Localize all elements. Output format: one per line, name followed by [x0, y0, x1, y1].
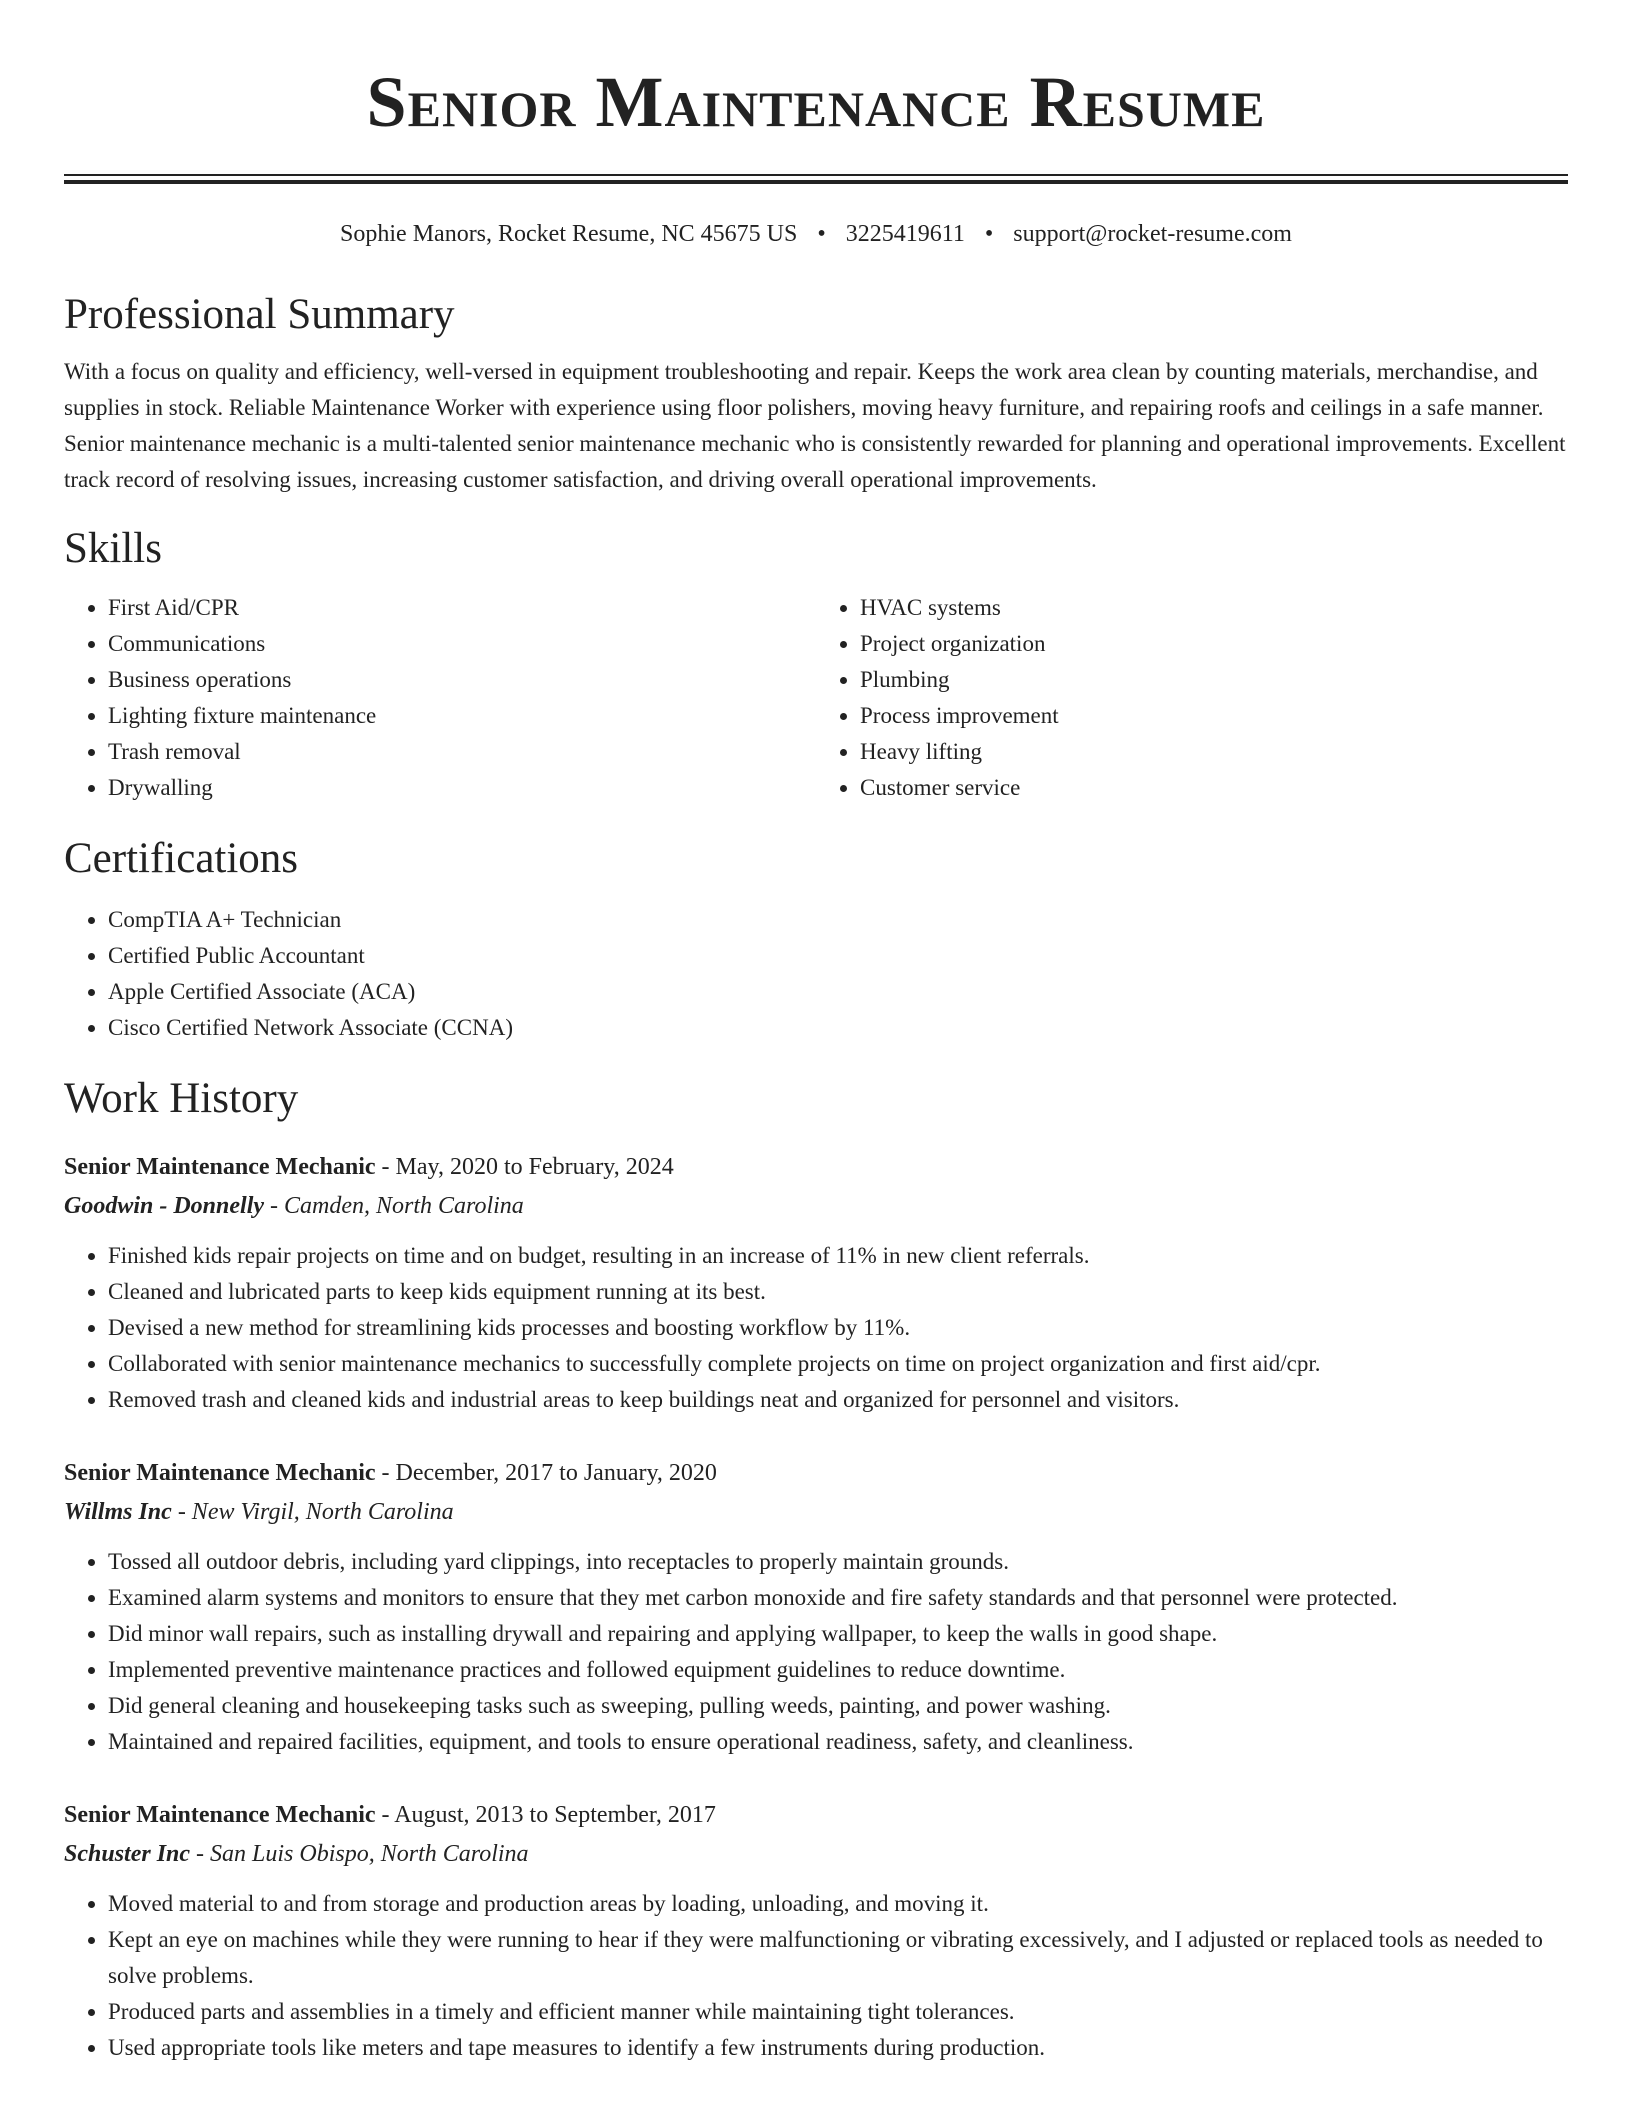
job-company-line — [64, 1834, 1568, 1874]
skill-item: • Plumbing — [860, 662, 1568, 698]
job-company: Goodwin - Donnelly — [64, 1193, 265, 1219]
job-dates: - December, 2017 to January, 2020 — [375, 1460, 717, 1486]
job-location: - San Luis Obispo, North Carolina — [190, 1841, 529, 1867]
job-entry — [64, 1796, 1568, 2066]
contact-address: Sophie Manors, Rocket Resume, NC 45675 US — [340, 221, 798, 247]
job-bullet: • Devised a new method for streamlining kids processes and boosting workflow by 11%. — [108, 1310, 1568, 1346]
certification-item: • Certified Public Accountant — [108, 938, 1568, 974]
contact-separator: • — [817, 221, 826, 247]
skill-item: • First Aid/CPR — [108, 590, 816, 626]
skill-item: • Lighting fixture maintenance — [108, 698, 816, 734]
job-company: Schuster Inc — [64, 1841, 191, 1867]
contact-line — [64, 218, 1568, 250]
skills-list-left — [64, 590, 816, 806]
job-bullets — [64, 1544, 1568, 1760]
job-company-line — [64, 1186, 1568, 1226]
skill-item: • Customer service — [860, 770, 1568, 806]
job-bullet: • Removed trash and cleaned kids and industrial areas to keep buildings neat and organized for personnel and visitors. — [108, 1382, 1568, 1418]
skill-item: • Process improvement — [860, 698, 1568, 734]
job-bullets — [64, 1238, 1568, 1418]
job-bullets — [64, 1886, 1568, 2066]
job-title: Senior Maintenance Mechanic — [64, 1802, 376, 1828]
certification-item: • CompTIA A+ Technician — [108, 902, 1568, 938]
job-dates: - May, 2020 to February, 2024 — [375, 1154, 674, 1180]
contact-separator: • — [984, 221, 994, 247]
job-bullet: • Did general cleaning and housekeeping tasks such as sweeping, pulling weeds, painting, and power washing. — [108, 1688, 1568, 1724]
skill-item: • Project organization — [860, 626, 1568, 662]
skill-item: • Drywalling — [108, 770, 816, 806]
job-company-line — [64, 1492, 1568, 1532]
summary-text: With a focus on quality and efficiency, well-versed in equipment troubleshooting and repair. Keeps the work area clean by counting materials, merchandise, and supplies in stock. Reliable Maintenance Worker with experience using floor polishers, moving heavy furniture, and repairing roofs and ceilings in a safe manner. Senior maintenance mechanic is a multi-talented senior maintenance mechanic who is consistently rewarded for planning and operational improvements. Excellent track record of resolving issues, increasing customer satisfaction, and driving overall operational improvements. — [64, 359, 1566, 492]
skills-heading: Skills — [64, 525, 162, 572]
certification-item: • Cisco Certified Network Associate (CCNA) — [108, 1010, 1568, 1046]
skill-item: • Communications — [108, 626, 816, 662]
job-bullet: • Examined alarm systems and monitors to ensure that they met carbon monoxide and fire safety standards and that personnel were protected. — [108, 1580, 1568, 1616]
skill-item: • Heavy lifting — [860, 734, 1568, 770]
job-bullet: • Produced parts and assemblies in a timely and efficient manner while maintaining tight tolerances. — [108, 1994, 1568, 2030]
job-bullet: • Cleaned and lubricated parts to keep kids equipment running at its best. — [108, 1274, 1568, 1310]
work-history-heading: Work History — [64, 1075, 299, 1122]
certification-item: • Apple Certified Associate (ACA) — [108, 974, 1568, 1010]
skills-list-right — [816, 590, 1568, 806]
job-entry — [64, 1454, 1568, 1760]
job-bullet: • Maintained and repaired facilities, equipment, and tools to ensure operational readiness, safety, and cleanliness. — [108, 1724, 1568, 1760]
job-bullet: • Moved material to and from storage and production areas by loading, unloading, and moving it. — [108, 1886, 1568, 1922]
skills-columns — [64, 590, 1568, 806]
job-bullet: • Implemented preventive maintenance practices and followed equipment guidelines to reduce downtime. — [108, 1652, 1568, 1688]
job-title-line — [64, 1454, 1568, 1492]
job-bullet: • Kept an eye on machines while they were running to hear if they were malfunctioning or vibrating excessively, and I adjusted or replaced tools as needed to solve problems. — [108, 1922, 1568, 1994]
job-bullet: • Collaborated with senior maintenance mechanics to successfully complete projects on time on project organization and first aid/cpr. — [108, 1346, 1568, 1382]
job-title: Senior Maintenance Mechanic — [64, 1460, 376, 1486]
skill-item: • Business operations — [108, 662, 816, 698]
job-company: Willms Inc — [64, 1499, 172, 1525]
job-dates: - August, 2013 to September, 2017 — [375, 1802, 716, 1828]
resume-title: Senior Maintenance Resume — [366, 62, 1266, 142]
job-entry — [64, 1148, 1568, 1418]
skill-item: • Trash removal — [108, 734, 816, 770]
title-divider — [64, 174, 1568, 184]
job-title-line — [64, 1148, 1568, 1186]
certifications-list — [64, 902, 1568, 1046]
job-title: Senior Maintenance Mechanic — [64, 1154, 376, 1180]
job-title-line — [64, 1796, 1568, 1834]
summary-heading: Professional Summary — [64, 291, 455, 338]
job-location: - New Virgil, North Carolina — [171, 1499, 454, 1525]
job-bullet: • Did minor wall repairs, such as installing drywall and repairing and applying wallpaper, to keep the walls in good shape. — [108, 1616, 1568, 1652]
certifications-heading: Certifications — [64, 835, 299, 882]
contact-phone: 3225419611 — [845, 221, 965, 247]
job-bullet: • Used appropriate tools like meters and tape measures to identify a few instruments during production. — [108, 2030, 1568, 2066]
contact-email: support@rocket-resume.com — [1013, 221, 1292, 247]
job-bullet: • Finished kids repair projects on time and on budget, resulting in an increase of 11% in new client referrals. — [108, 1238, 1568, 1274]
job-bullet: • Tossed all outdoor debris, including yard clippings, into receptacles to properly maintain grounds. — [108, 1544, 1568, 1580]
job-location: - Camden, North Carolina — [264, 1193, 524, 1219]
skill-item: • HVAC systems — [860, 590, 1568, 626]
